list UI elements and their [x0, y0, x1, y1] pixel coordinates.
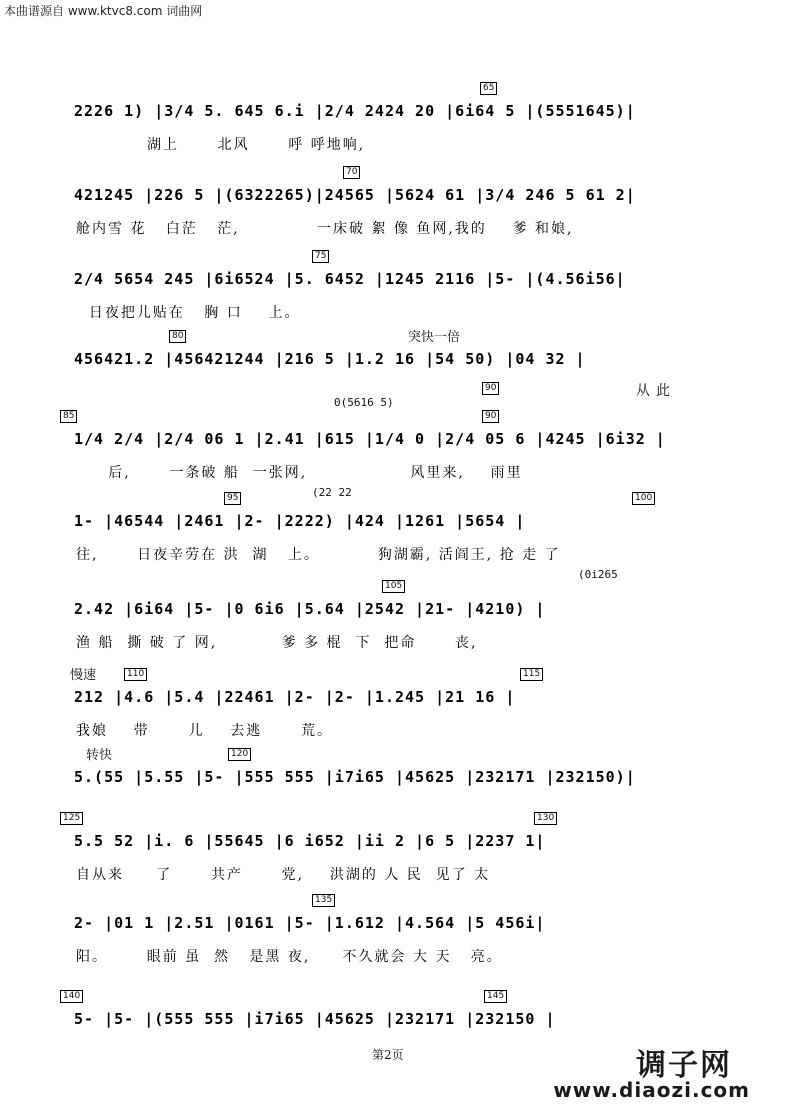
- measure-number: 95: [224, 492, 241, 505]
- measure-number: 125: [60, 812, 83, 825]
- lyric-line: 往, 日夜辛劳在 洪 湖 上。 狗湖霸, 活阎王, 抢 走 了: [76, 547, 561, 563]
- measure-number: 75: [312, 250, 329, 263]
- aside-notation: (0i265: [578, 568, 618, 581]
- tempo-marking: 突快一倍: [408, 330, 461, 345]
- notation-line: 5.5 52 |i. 6 |55645 |6 i652 |ii 2 |6 5 |2237 1|: [74, 832, 546, 850]
- notation-line: 1- |46544 |2461 |2- |2222) |424 |1261 |5654 |: [74, 512, 526, 530]
- lyric-line: 渔 船 撕 破 了 网, 爹 多 棍 下 把命 丧,: [76, 635, 478, 651]
- lyric-line: 自从来 了 共产 党, 洪湖的 人 民 见了 太: [76, 867, 491, 883]
- page-number: 第2页: [372, 1048, 404, 1062]
- measure-number: 135: [312, 894, 335, 907]
- measure-number: 65: [480, 82, 497, 95]
- notation-line: 2.42 |6i64 |5- |0 6i6 |5.64 |2542 |21- |4210) |: [74, 600, 546, 618]
- aside-notation: 0(5616 5): [334, 396, 394, 409]
- notation-line: 212 |4.6 |5.4 |22461 |2- |2- |1.245 |21 16 |: [74, 688, 516, 706]
- measure-number: 100: [632, 492, 655, 505]
- notation-line: 5- |5- |(555 555 |i7i65 |45625 |232171 |232150 |: [74, 1010, 556, 1028]
- measure-number: 115: [520, 668, 543, 681]
- lyric-line: 阳。 眼前 虽 然 是黑 夜, 不久就会 大 天 亮。: [76, 949, 503, 965]
- lyric-line: 后, 一条破 船 一张网, 风里来, 雨里: [76, 465, 523, 481]
- measure-number: 90: [482, 382, 499, 395]
- notation-line: 1/4 2/4 |2/4 06 1 |2.41 |615 |1/4 0 |2/4 05 6 |4245 |6i32 |: [74, 430, 666, 448]
- tempo-marking: 转快: [86, 748, 113, 763]
- lyric-right: 从此: [636, 383, 676, 399]
- lyric-line: 我娘 带 儿 去逃 荒。: [76, 723, 334, 739]
- measure-number: 130: [534, 812, 557, 825]
- measure-number: 70: [343, 166, 360, 179]
- measure-number: 80: [169, 330, 186, 343]
- aside-notation: (22 22: [312, 486, 352, 499]
- notation-line: 2/4 5654 245 |6i6524 |5. 6452 |1245 2116 |5- |(4.56i56|: [74, 270, 626, 288]
- measure-number: 85: [60, 410, 77, 423]
- lyric-line: 湖上 北风 呼 呼地响,: [76, 137, 366, 153]
- measure-number: 120: [228, 748, 251, 761]
- lyric-line: 日夜把儿贴在 胸 口 上。: [76, 305, 301, 321]
- tempo-marking: 慢速: [70, 668, 97, 683]
- notation-line: 2226 1) |3/4 5. 645 6.i |2/4 2424 20 |6i64 5 |(5551645)|: [74, 102, 636, 120]
- measure-number: 110: [124, 668, 147, 681]
- measure-number: 105: [382, 580, 405, 593]
- lyric-line: 舱内雪 花 白茫 茫, 一床破 絮 像 鱼网,我的 爹 和娘,: [76, 221, 574, 237]
- notation-line: 456421.2 |456421244 |216 5 |1.2 16 |54 50) |04 32 |: [74, 350, 586, 368]
- watermark-url: www.diaozi.com: [553, 1078, 750, 1102]
- measure-number: 145: [484, 990, 507, 1003]
- watermark-logo: 调子网: [636, 1048, 732, 1083]
- notation-line: 421245 |226 5 |(6322265)|24565 |5624 61 |3/4 246 5 61 2|: [74, 186, 636, 204]
- notation-line: 2- |01 1 |2.51 |0161 |5- |1.612 |4.564 |5 456i|: [74, 914, 546, 932]
- page-source-header: 本曲谱源自 www.ktvc8.com 词曲网: [4, 4, 203, 18]
- measure-number: 140: [60, 990, 83, 1003]
- notation-line: 5.(55 |5.55 |5- |555 555 |i7i65 |45625 |232171 |232150)|: [74, 768, 636, 786]
- measure-number: 90: [482, 410, 499, 423]
